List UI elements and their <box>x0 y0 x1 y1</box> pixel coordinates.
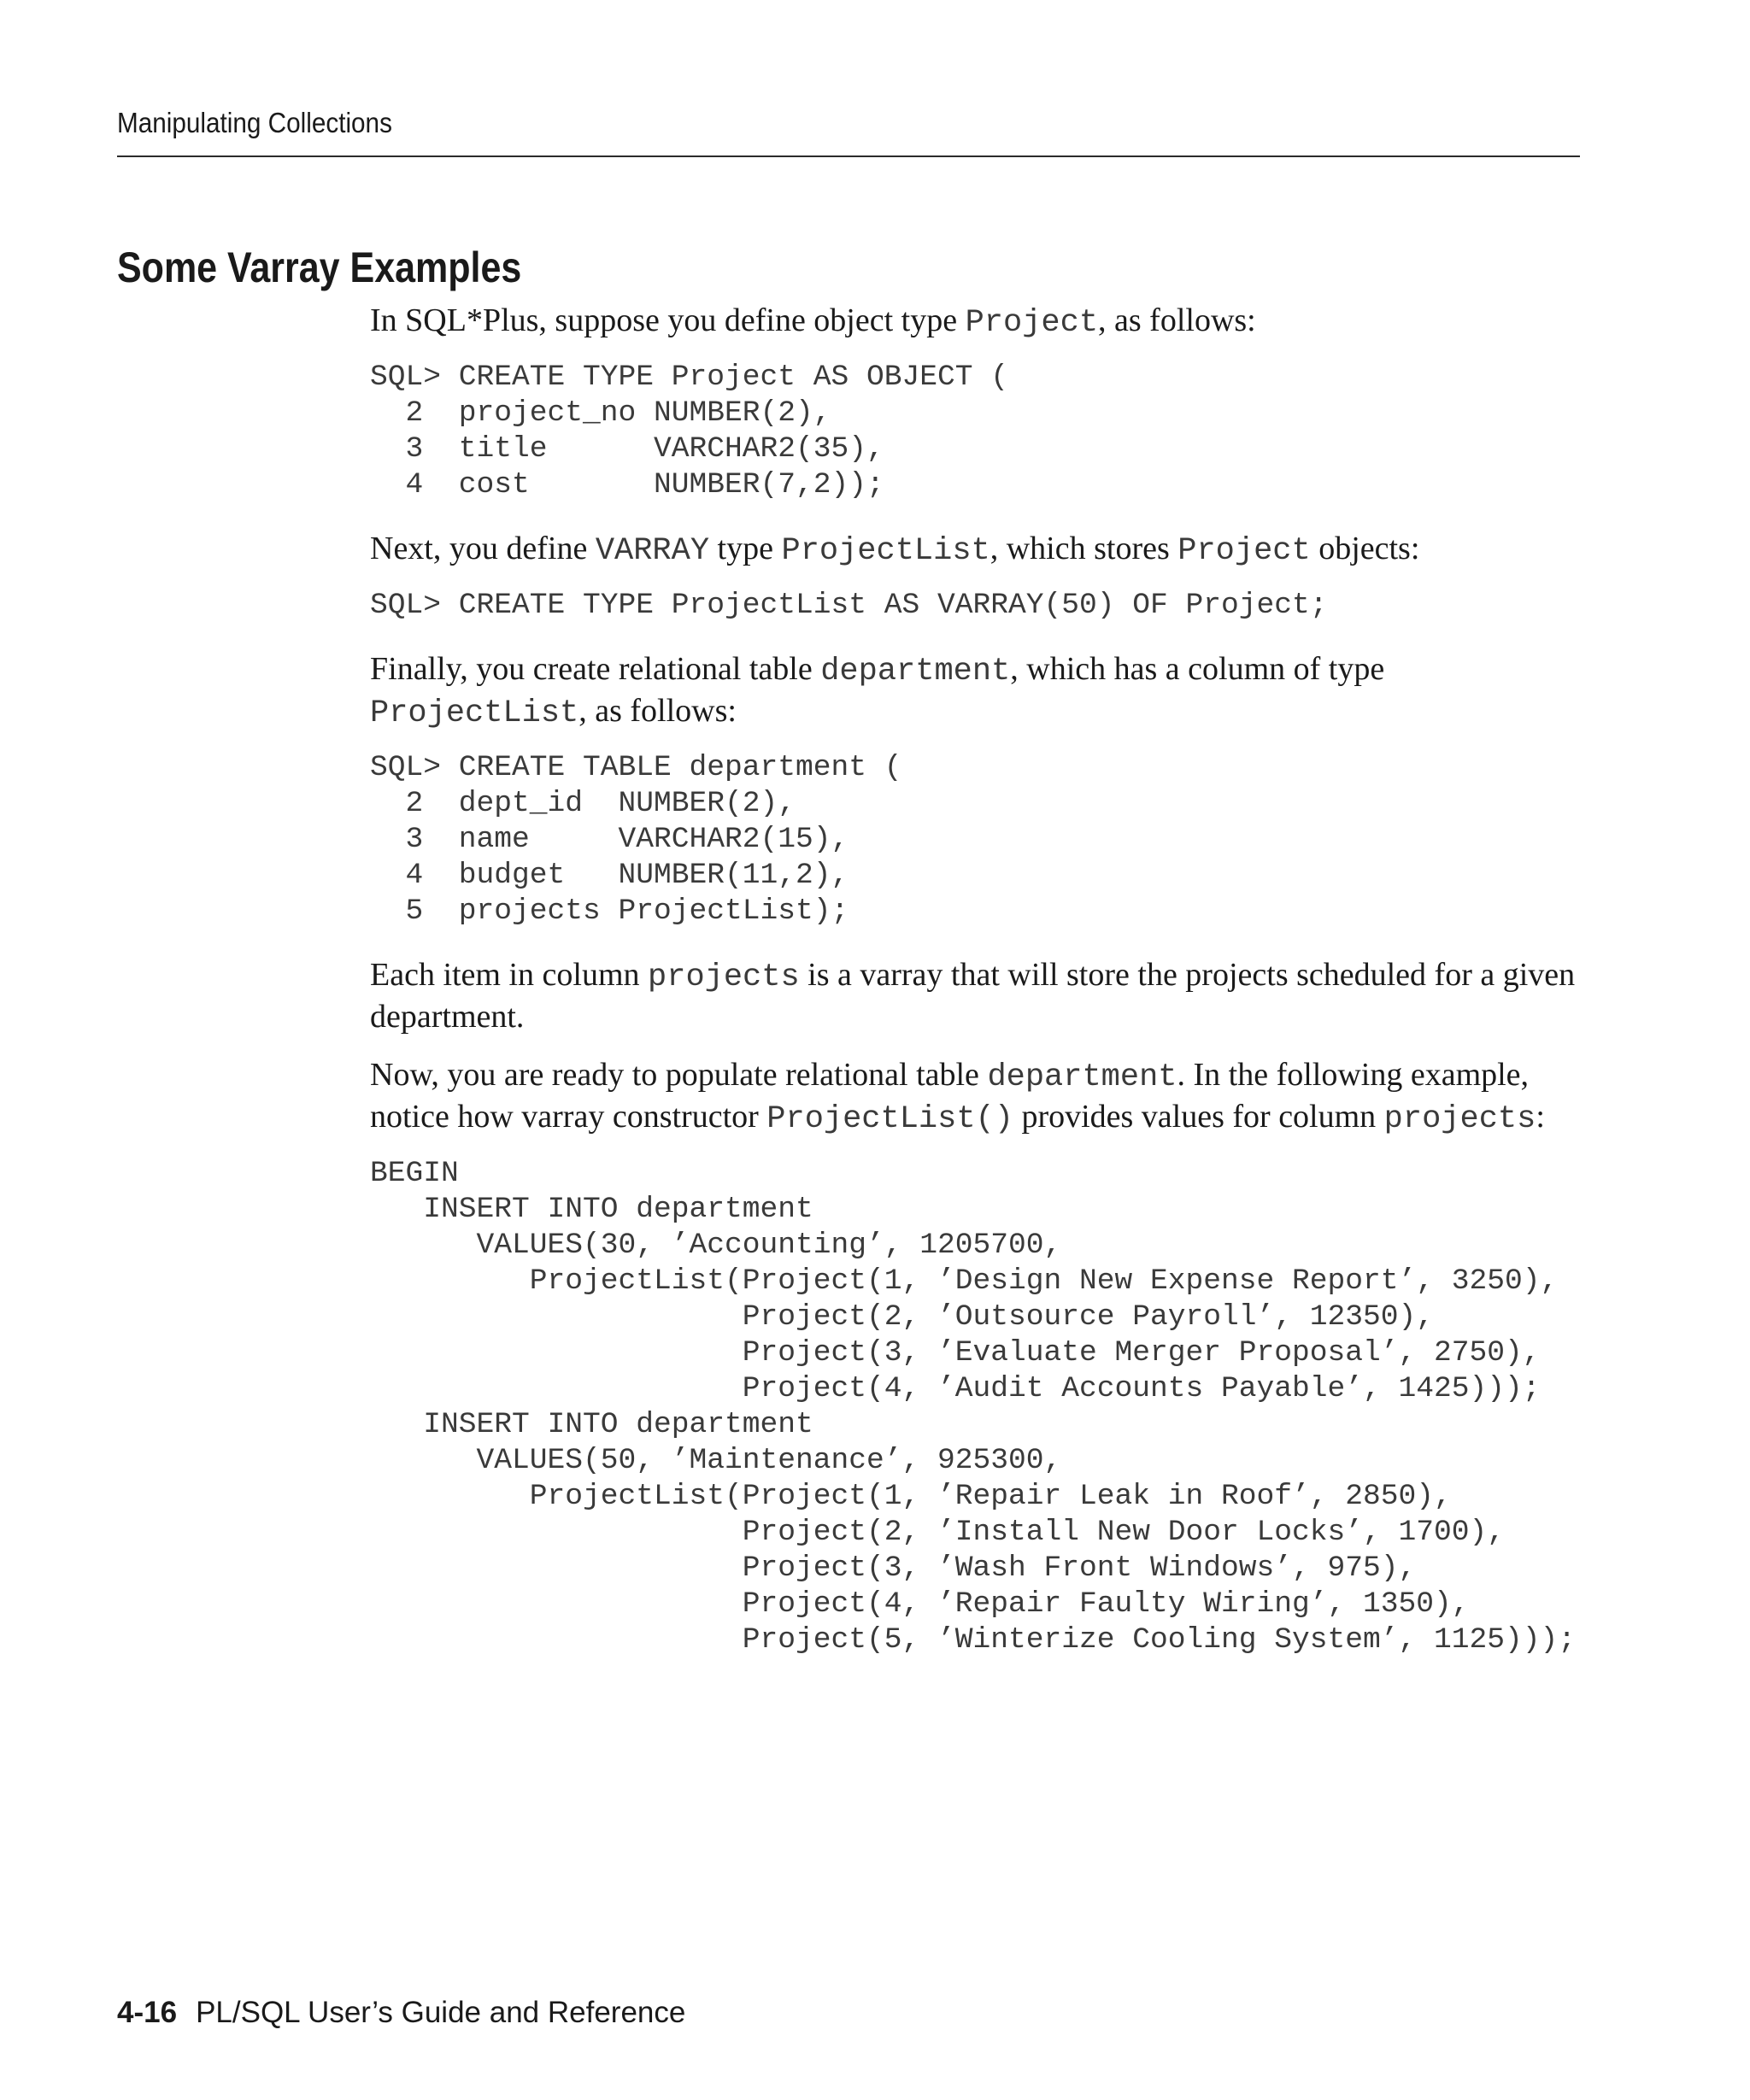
paragraph-varray-type <box>370 529 1583 571</box>
text: Now, you are ready to populate relational table <box>370 1057 988 1093</box>
text: Finally, you create relational table <box>370 651 821 687</box>
inline-code: projects <box>648 959 800 995</box>
inline-code: ProjectList <box>781 533 990 569</box>
text: Each item in column <box>370 957 649 993</box>
text: Next, you define <box>370 531 596 566</box>
inline-code: department <box>987 1059 1177 1095</box>
text: is a varray that will store the projects scheduled for a given department. <box>370 957 1576 1035</box>
section-title: Some Varray Examples <box>117 243 522 291</box>
text: : <box>1536 1099 1545 1135</box>
paragraph-projects-column <box>370 955 1583 1036</box>
text: . In the following example, notice how varray constructor <box>370 1057 1530 1135</box>
page-footer <box>117 1996 685 2030</box>
code-block-create-varray: SQL> CREATE TYPE ProjectList AS VARRAY(50) OF Project; <box>370 589 1328 622</box>
text: , as follows: <box>578 693 737 729</box>
code-block-create-table: SQL> CREATE TABLE department ( 2 dept_id NUMBER(2), 3 name VARCHAR2(15), 4 budget NUMBER(11,2), 5 projects ProjectList); <box>370 751 902 928</box>
text: , as follows: <box>1098 302 1256 338</box>
text: type <box>709 531 782 566</box>
inline-code: VARRAY <box>595 533 710 569</box>
inline-code: Project <box>1177 533 1311 569</box>
text: In SQL*Plus, suppose you define object type <box>370 302 966 338</box>
text: , which has a column of type <box>1010 651 1385 687</box>
text: objects: <box>1310 531 1420 566</box>
running-head: Manipulating Collections <box>117 107 392 138</box>
inline-code: Project <box>965 305 1099 341</box>
inline-code: projects <box>1383 1101 1536 1137</box>
paragraph-create-table <box>370 649 1583 733</box>
text: , which stores <box>990 531 1178 566</box>
code-block-insert-statements: BEGIN INSERT INTO department VALUES(30, ’Accounting’, 1205700, ProjectList(Project(1, ’Design New Expense Report’, 3250), Project(2, ’Outsource Payroll’, 12350), Project(3, ’Evaluate Merger Proposal’, 2750), Project(4, ’Audit Accounts Payable’, 1425))); INSERT INTO department VALUES(50, ’Maintenance’, 925300, ProjectList(Project(1, ’Repair Leak in Roof’, 2850), Project(2, ’Install New Door Locks’, 1700), Project(3, ’Wash Front Windows’, 975), Project(4, ’Repair Faulty Wiring’, 1350), Project(5, ’Winterize Cooling System’, 1125))); <box>370 1157 1577 1657</box>
inline-code: department <box>820 654 1011 689</box>
header-rule <box>117 155 1580 157</box>
section-content <box>370 301 1583 1658</box>
inline-code: ProjectList <box>370 695 579 731</box>
page-number: 4-16 <box>117 1996 178 2029</box>
code-block-create-type: SQL> CREATE TYPE Project AS OBJECT ( 2 project_no NUMBER(2), 3 title VARCHAR2(35), 4 cost NUMBER(7,2)); <box>370 361 1009 502</box>
paragraph-populate-table <box>370 1055 1583 1139</box>
book-title: PL/SQL User’s Guide and Reference <box>196 1996 686 2029</box>
paragraph-intro <box>370 301 1583 343</box>
inline-code: ProjectList() <box>766 1101 1013 1137</box>
text: provides values for column <box>1013 1099 1384 1135</box>
